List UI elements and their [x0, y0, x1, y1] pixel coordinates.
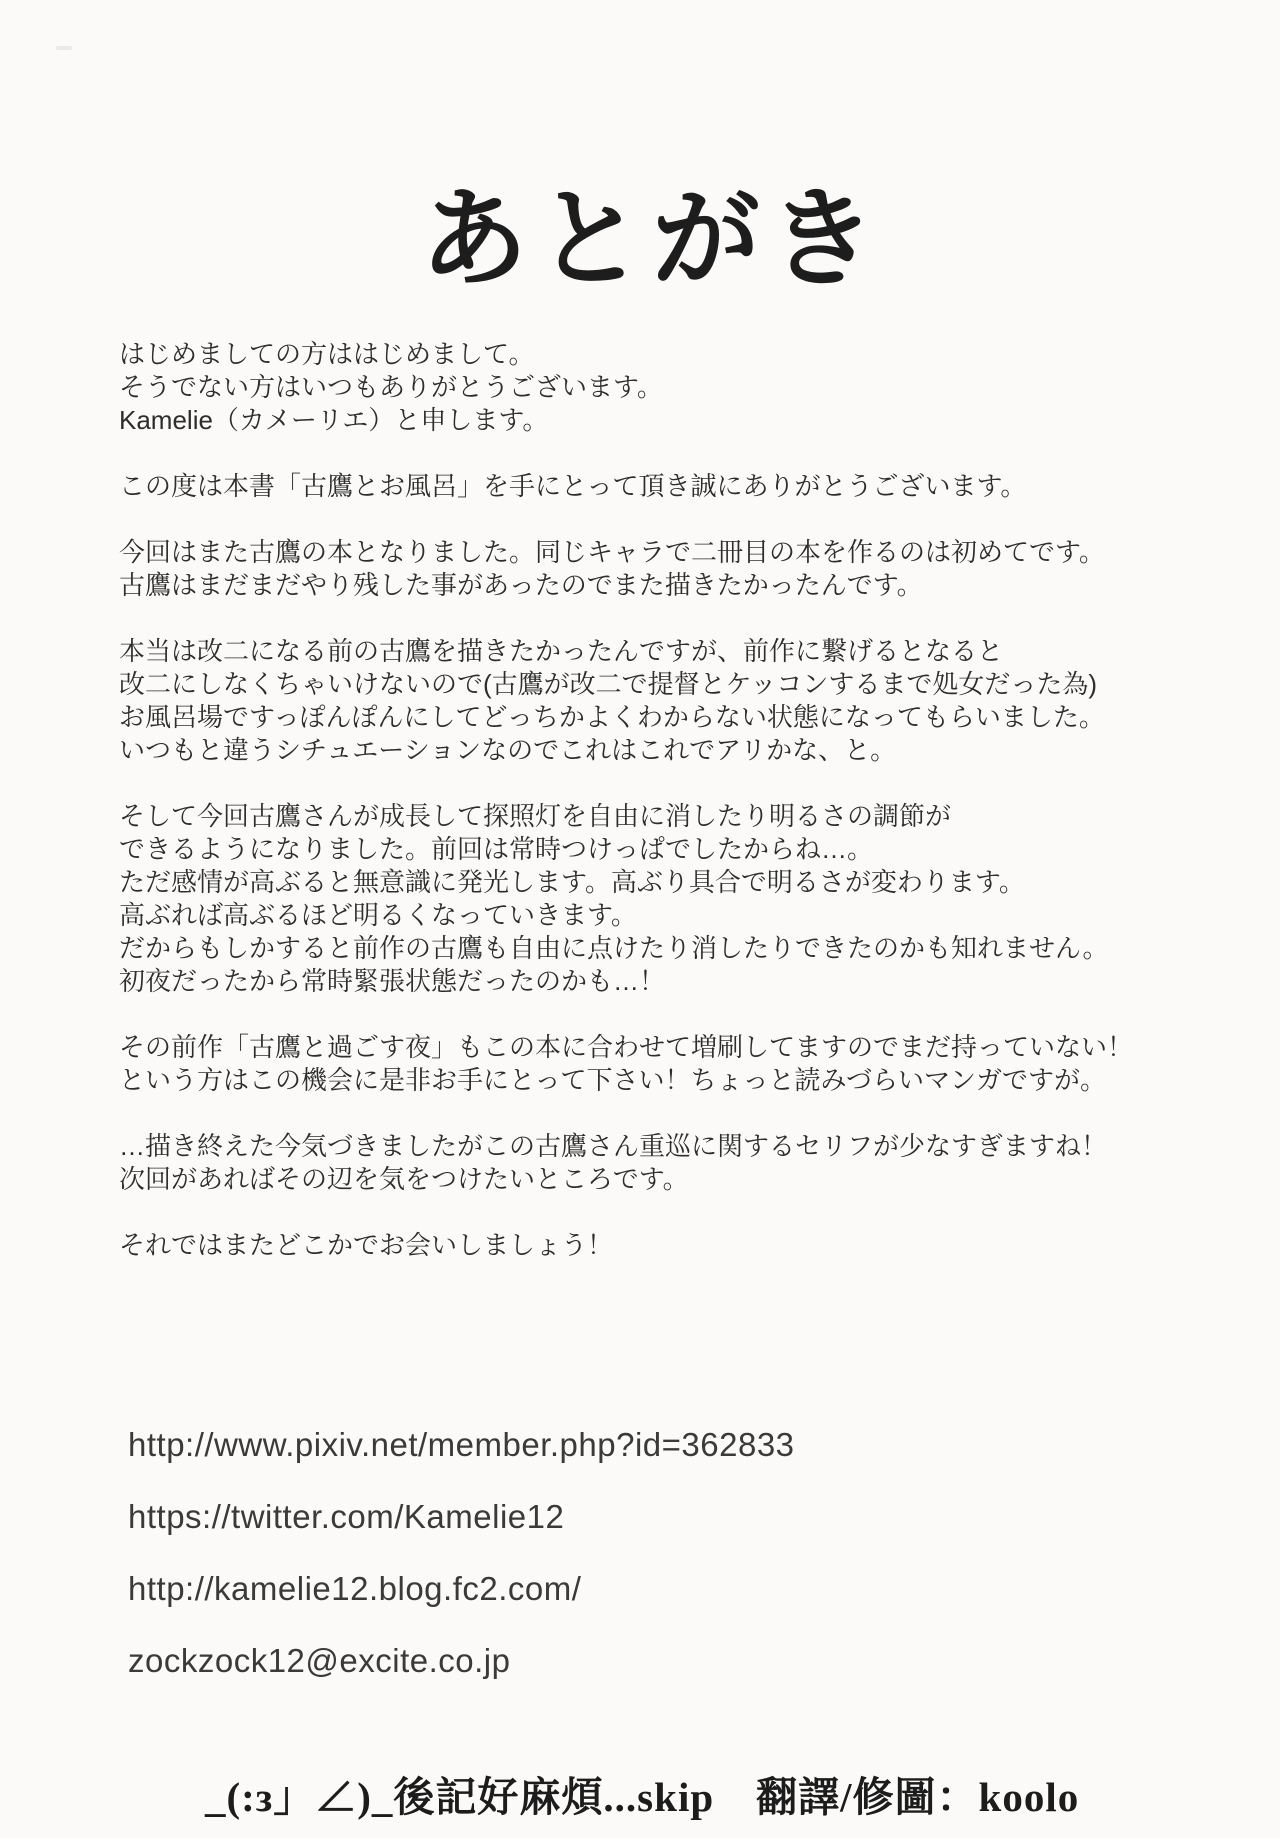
paragraph-searchlight — [119, 800, 1240, 998]
body-text-line: Kamelie（カメーリエ）と申します。 — [119, 405, 549, 435]
scan-speckle — [56, 46, 72, 50]
twitter-url: https://twitter.com/Kamelie12 — [128, 1498, 565, 1535]
body-text-line: そうでない方はいつもありがとうございます。 — [119, 372, 663, 402]
paragraph-reprint — [119, 1031, 1240, 1097]
body-text-line: 次回があればその辺を気をつけたいところです。 — [119, 1164, 689, 1194]
body-text-line: それではまたどこかでお会いしましょう！ — [119, 1230, 614, 1260]
contact-links — [128, 1428, 795, 1716]
body-text-line: 古鷹はまだまだやり残した事があったのでまた描きたかったんです。 — [119, 570, 923, 600]
body-text-line: 今回はまた古鷹の本となりました。同じキャラで二冊目の本を作るのは初めてです。 — [119, 537, 1105, 567]
body-text-line: 改二にしなくちゃいけないので(古鷹が改二で提督とケッコンするまで処女だった為) — [119, 669, 1098, 699]
body-text-line: はじめましての方ははじめまして。 — [119, 339, 535, 369]
body-text-line: だからもしかすると前作の古鷹も自由に点けたり消したりできたのかも知れません。 — [119, 933, 1109, 963]
paragraph-second-book — [119, 536, 1240, 602]
paragraph-thanks — [119, 470, 1240, 503]
email-address: zockzock12@excite.co.jp — [128, 1642, 511, 1679]
pixiv-url: http://www.pixiv.net/member.php?id=362833 — [128, 1426, 795, 1463]
paragraph-reflection — [119, 1130, 1240, 1196]
blog-url: http://kamelie12.blog.fc2.com/ — [128, 1570, 582, 1607]
translator-credit: _(:з」∠)_後記好麻煩...skip 翻譯/修圖：koolo — [205, 1774, 1080, 1820]
body-text-line: いつもと違うシチュエーションなのでこれはこれでアリかな、と。 — [119, 735, 897, 765]
body-text-line: ただ感情が高ぶると無意識に発光します。高ぶり具合で明るさが変わります。 — [119, 867, 1025, 897]
body-text-line: 本当は改二になる前の古鷹を描きたかったんですが、前作に繋げるとなると — [119, 636, 1004, 666]
paragraph-greeting — [119, 338, 1240, 437]
paragraph-kai-ni — [119, 635, 1240, 767]
body-text-line: 高ぶれば高ぶるほど明るくなっていきます。 — [119, 900, 637, 930]
body-text-line: という方はこの機会に是非お手にとって下さい！ちょっと読みづらいマンガですが。 — [119, 1065, 1106, 1095]
body-text-line: この度は本書「古鷹とお風呂」を手にとって頂き誠にありがとうございます。 — [119, 471, 1027, 501]
afterword-body — [119, 338, 1240, 1295]
body-text-line: …描き終えた今気づきましたがこの古鷹さん重巡に関するセリフが少なすぎますね！ — [119, 1131, 1108, 1161]
body-text-line: その前作「古鷹と過ごす夜」もこの本に合わせて増刷してますのでまだ持っていない！ — [119, 1032, 1134, 1062]
body-text-line: お風呂場ですっぽんぽんにしてどっちかよくわからない状態になってもらいました。 — [119, 702, 1105, 732]
page-title: あとがき — [419, 178, 884, 300]
body-text-line: できるようになりました。前回は常時つけっぱでしたからね…。 — [119, 834, 874, 864]
paragraph-farewell — [119, 1229, 1240, 1262]
body-text-line: そして今回古鷹さんが成長して探照灯を自由に消したり明るさの調節が — [119, 801, 952, 831]
body-text-line: 初夜だったから常時緊張状態だったのかも…！ — [119, 966, 666, 996]
